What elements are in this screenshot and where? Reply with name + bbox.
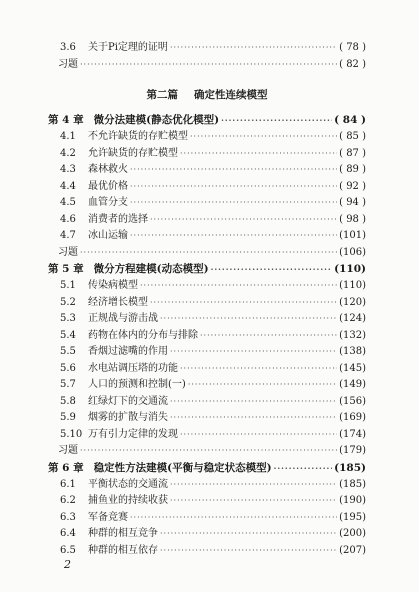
entry-title: 水电站调压塔的功能 [88, 362, 178, 374]
entry-number: 5.10 [60, 428, 83, 440]
entry-page: ( 92 ) [339, 180, 366, 192]
chapter-title: 微分法建模(静态优化模型) [93, 114, 220, 126]
dot-leader [170, 477, 337, 494]
entry-title: 药物在体内的分布与排除 [88, 329, 198, 341]
dot-leader [170, 410, 337, 427]
dot-leader [130, 510, 337, 527]
toc-entry [48, 40, 366, 57]
entry-number: 4.7 [60, 230, 76, 241]
entry-page: ( 82 ) [339, 58, 366, 70]
toc-entry-exercises [48, 443, 366, 460]
entry-page: (169) [339, 412, 366, 423]
entry-number: 4.5 [60, 197, 76, 208]
entry-number: 5.3 [60, 313, 76, 324]
entry-number: 4.4 [60, 180, 76, 192]
toc-entry [48, 543, 366, 560]
toc-entry [48, 295, 366, 312]
entry-number: 6.5 [60, 544, 76, 556]
entry-page: (179) [339, 445, 366, 456]
entry-page: (195) [339, 511, 366, 523]
entry-title: 烟雾的扩散与消失 [88, 412, 168, 423]
entry-page: (106) [339, 246, 366, 258]
dot-leader [211, 261, 333, 278]
entry-title: 种群的相互竞争 [88, 528, 158, 539]
dot-leader [80, 57, 337, 74]
entry-number: 5.9 [60, 412, 76, 423]
toc-entry [48, 427, 366, 444]
entry-page: (185) [339, 478, 366, 490]
entry-title: 消费者的选择 [88, 213, 148, 225]
dot-leader [170, 40, 337, 57]
entry-page: (138) [339, 346, 366, 357]
entry-number: 5.7 [60, 379, 76, 390]
entry-page: ( 89 ) [339, 164, 366, 175]
entry-title: 血管分支 [88, 197, 128, 208]
entry-title: 允许缺货的存贮模型 [88, 147, 178, 159]
entry-number: 3.6 [60, 42, 76, 53]
part-label: 第二篇 [146, 89, 178, 101]
entry-page: (149) [339, 379, 366, 390]
entry-page: (101) [339, 230, 366, 241]
dot-leader [188, 377, 337, 394]
dot-leader [190, 129, 337, 146]
chapter-number: 第 6 章 [48, 461, 84, 474]
toc-entry [48, 394, 366, 411]
toc-entry [48, 162, 366, 179]
dot-leader [221, 112, 332, 129]
dot-leader [150, 295, 337, 312]
entry-page: ( 94 ) [339, 197, 366, 208]
chapter-entry [48, 112, 366, 129]
entry-number: 4.3 [60, 164, 76, 175]
toc-entry [48, 377, 366, 394]
entry-title: 习题 [58, 58, 78, 70]
dot-leader [170, 394, 337, 411]
dot-leader [200, 328, 337, 345]
entry-page: ( 78 ) [339, 42, 366, 53]
entry-title: 人口的预测和控制(一) [88, 379, 186, 390]
dot-leader [274, 460, 333, 477]
chapter-entry [48, 460, 366, 477]
entry-page: (110) [339, 280, 366, 291]
entry-number: 5.6 [60, 362, 76, 374]
entry-title: 正规战与游击战 [88, 313, 158, 324]
entry-title: 军备竞赛 [88, 511, 128, 523]
dot-leader [160, 526, 337, 543]
entry-title: 万有引力定律的发现 [88, 428, 178, 440]
entry-title: 捕鱼业的持续收获 [88, 495, 168, 506]
dot-leader [160, 311, 337, 328]
entry-number: 5.8 [60, 395, 76, 407]
chapter-number: 第 4 章 [48, 114, 84, 126]
entry-title: 经济增长模型 [88, 296, 148, 308]
table-of-contents [48, 40, 366, 559]
part-heading [48, 87, 366, 102]
dot-leader [80, 245, 337, 262]
chapter-page: (110) [334, 263, 366, 275]
toc-entry [48, 526, 366, 543]
dot-leader [150, 212, 337, 229]
entry-number: 5.1 [60, 280, 76, 291]
dot-leader [130, 162, 337, 179]
dot-leader [160, 543, 337, 560]
dot-leader [80, 443, 337, 460]
entry-page: (145) [339, 362, 366, 374]
toc-entry [48, 195, 366, 212]
entry-title: 冰山运输 [88, 230, 128, 241]
entry-number: 6.1 [60, 478, 76, 490]
entry-number: 5.2 [60, 296, 76, 308]
dot-leader [140, 278, 337, 295]
toc-entry [48, 129, 366, 146]
entry-title: 习题 [58, 445, 78, 456]
entry-number: 5.5 [60, 346, 76, 357]
entry-number: 6.3 [60, 511, 76, 523]
entry-title: 平衡状态的交通流 [88, 478, 168, 490]
page-number: 2 [64, 558, 71, 571]
dot-leader [130, 228, 337, 245]
dot-leader [130, 179, 337, 196]
entry-number: 4.1 [60, 131, 76, 142]
chapter-page: ( 84 ) [334, 114, 366, 126]
toc-entry [48, 311, 366, 328]
toc-entry [48, 212, 366, 229]
toc-entry-exercises [48, 57, 366, 74]
toc-entry [48, 228, 366, 245]
dot-leader [180, 427, 337, 444]
entry-title: 关于Pi定理的证明 [88, 42, 168, 53]
toc-entry [48, 344, 366, 361]
entry-page: (174) [339, 428, 366, 440]
toc-entry [48, 493, 366, 510]
entry-title: 不允许缺货的存贮模型 [88, 131, 188, 142]
toc-entry-exercises [48, 245, 366, 262]
entry-page: (207) [339, 544, 366, 556]
dot-leader [130, 195, 337, 212]
entry-page: (120) [339, 296, 366, 308]
entry-title: 香烟过滤嘴的作用 [88, 346, 168, 357]
toc-entry [48, 278, 366, 295]
entry-page: (200) [339, 528, 366, 539]
entry-number: 4.2 [60, 147, 76, 159]
entry-page: (132) [339, 329, 366, 341]
chapter-number: 第 5 章 [48, 263, 84, 275]
entry-number: 4.6 [60, 213, 76, 225]
entry-title: 红绿灯下的交通流 [88, 395, 168, 407]
toc-entry [48, 410, 366, 427]
entry-page: ( 98 ) [339, 213, 366, 225]
toc-entry [48, 361, 366, 378]
entry-page: (190) [339, 495, 366, 506]
entry-title: 种群的相互依存 [88, 544, 158, 556]
toc-entry [48, 477, 366, 494]
toc-entry [48, 146, 366, 163]
entry-page: (156) [339, 395, 366, 407]
toc-entry [48, 328, 366, 345]
entry-number: 6.4 [60, 528, 76, 539]
entry-page: ( 87 ) [339, 147, 366, 159]
toc-entry [48, 510, 366, 527]
dot-leader [180, 361, 337, 378]
entry-number: 5.4 [60, 329, 76, 341]
chapter-title: 微分方程建模(动态模型) [93, 263, 209, 275]
entry-title: 习题 [58, 246, 78, 258]
dot-leader [180, 146, 337, 163]
chapter-entry [48, 261, 366, 278]
entry-title: 最优价格 [88, 180, 128, 192]
entry-title: 森林救火 [88, 164, 128, 175]
entry-page: (124) [339, 313, 366, 324]
entry-page: ( 85 ) [339, 131, 366, 142]
chapter-page: (185) [334, 461, 366, 474]
toc-entry [48, 179, 366, 196]
dot-leader [170, 344, 337, 361]
part-title: 确定性连续模型 [194, 89, 268, 101]
entry-number: 6.2 [60, 495, 76, 506]
entry-title: 传染病模型 [88, 280, 138, 291]
dot-leader [170, 493, 337, 510]
chapter-title: 稳定性方法建模(平衡与稳定状态模型) [93, 461, 272, 474]
